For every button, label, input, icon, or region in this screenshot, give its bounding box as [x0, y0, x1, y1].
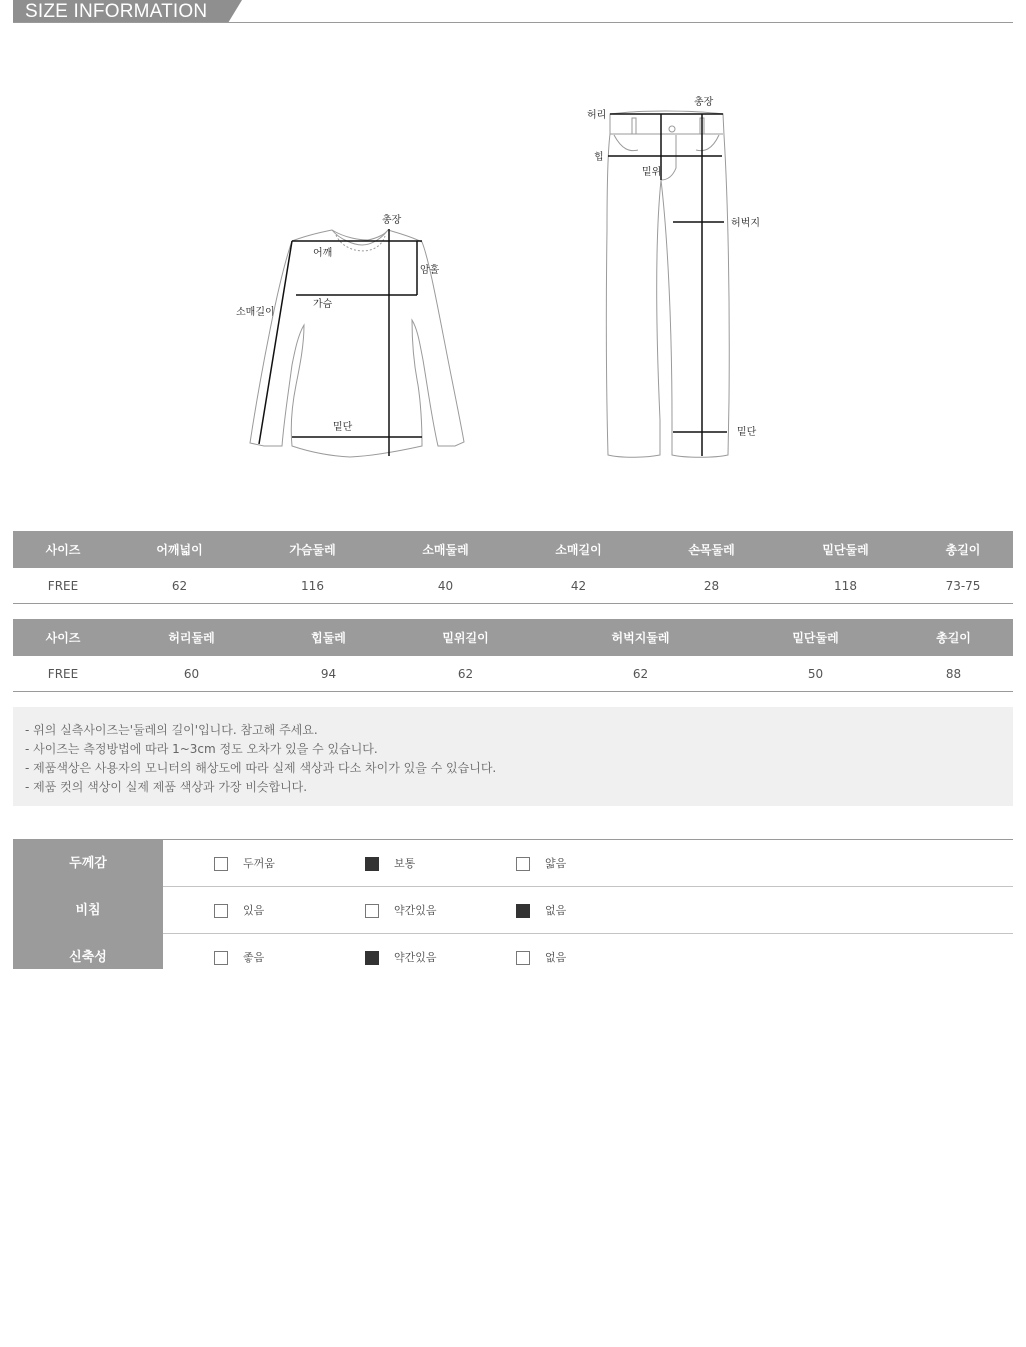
section-title: SIZE INFORMATION [13, 0, 228, 23]
fabric-row-sheerness [13, 887, 1013, 934]
checked-box-icon [365, 951, 379, 965]
garment-illustrations [0, 0, 1026, 480]
label-pants-total-length: 총장 [694, 97, 714, 108]
fabric-info [13, 839, 1013, 969]
size-diagrams [0, 0, 1026, 480]
top-size-table [13, 531, 1013, 604]
fabric-option-label: 얇음 [545, 857, 567, 870]
label-pants-rise: 밑위 [642, 167, 662, 178]
note-line: - 사이즈는 측정방법에 따라 1~3cm 정도 오차가 있을 수 있습니다. [25, 742, 378, 756]
checkbox-icon [214, 857, 228, 871]
checkbox-icon [214, 904, 228, 918]
table-cell: 40 [379, 568, 512, 604]
table-cell: 118 [778, 568, 913, 604]
label-top-total-length: 총장 [382, 215, 402, 226]
checkbox-icon [365, 904, 379, 918]
note-line: - 위의 실측사이즈는'둘레의 길이'입니다. 참고해 주세요. [25, 723, 318, 737]
column-header: 총길이 [913, 531, 1013, 568]
table-cell: 50 [737, 656, 894, 692]
fabric-option-label: 있음 [243, 904, 265, 917]
column-header: 가슴둘레 [246, 531, 379, 568]
fabric-row-stretch [13, 934, 1013, 969]
table-cell: 42 [512, 568, 645, 604]
checked-box-icon [365, 857, 379, 871]
column-header: 허리둘레 [113, 619, 270, 656]
checkbox-icon [214, 951, 228, 965]
table-cell: FREE [13, 656, 113, 692]
column-header: 힙둘레 [270, 619, 387, 656]
label-top-hem: 밑단 [333, 422, 353, 433]
fabric-option-label: 좋음 [243, 951, 265, 964]
measurement-notes [13, 707, 1013, 806]
table-cell: 60 [113, 656, 270, 692]
column-header: 밑위길이 [387, 619, 544, 656]
label-pants-hem: 밑단 [737, 427, 757, 438]
table-cell: 94 [270, 656, 387, 692]
fabric-option-label: 약간있음 [394, 951, 437, 964]
fabric-label: 두께감 [13, 840, 163, 888]
checked-box-icon [516, 904, 530, 918]
table-cell: 28 [645, 568, 778, 604]
table-cell: 116 [246, 568, 379, 604]
column-header: 소매둘레 [379, 531, 512, 568]
label-pants-thigh: 허벅지 [731, 218, 760, 229]
column-header: 손목둘레 [645, 531, 778, 568]
pants-illustration [606, 111, 729, 457]
table-cell: 62 [113, 568, 246, 604]
column-header: 허벅지둘레 [544, 619, 737, 656]
label-pants-hip: 힙 [594, 152, 604, 163]
label-top-sleeve-length: 소매길이 [236, 307, 275, 318]
table-header-row [13, 619, 1013, 656]
fabric-option-label: 약간있음 [394, 904, 437, 917]
column-header: 소매길이 [512, 531, 645, 568]
label-pants-waist: 허리 [587, 110, 607, 121]
table-cell: 73-75 [913, 568, 1013, 604]
fabric-option-label: 두꺼움 [243, 857, 275, 870]
column-header: 밑단둘레 [737, 619, 894, 656]
fabric-option-label: 없음 [545, 951, 567, 964]
table-cell: 62 [387, 656, 544, 692]
table-row [13, 656, 1013, 692]
column-header: 총길이 [894, 619, 1013, 656]
table-row [13, 568, 1013, 604]
column-header: 어깨넓이 [113, 531, 246, 568]
fabric-label: 비침 [13, 887, 163, 935]
note-line: - 제품색상은 사용자의 모니터의 해상도에 따라 실제 색상과 다소 차이가 있을 수 있습니다. [25, 761, 497, 775]
column-header: 밑단둘레 [778, 531, 913, 568]
note-line: - 제품 컷의 색상이 실제 제품 색상과 가장 비슷합니다. [25, 780, 308, 794]
table-cell: 88 [894, 656, 1013, 692]
fabric-option-label: 없음 [545, 904, 567, 917]
label-top-shoulder: 어깨 [313, 248, 333, 259]
column-header: 사이즈 [13, 531, 113, 568]
fabric-row-thickness [13, 840, 1013, 887]
label-top-armhole: 암홀 [420, 265, 440, 276]
table-cell: FREE [13, 568, 113, 604]
checkbox-icon [516, 857, 530, 871]
label-top-chest: 가슴 [313, 299, 333, 310]
bottom-size-table [13, 619, 1013, 692]
table-header-row [13, 531, 1013, 568]
column-header: 사이즈 [13, 619, 113, 656]
fabric-option-label: 보통 [394, 857, 416, 870]
table-cell: 62 [544, 656, 737, 692]
fabric-label: 신축성 [13, 934, 163, 969]
pants-measure-lines [608, 114, 727, 456]
checkbox-icon [516, 951, 530, 965]
